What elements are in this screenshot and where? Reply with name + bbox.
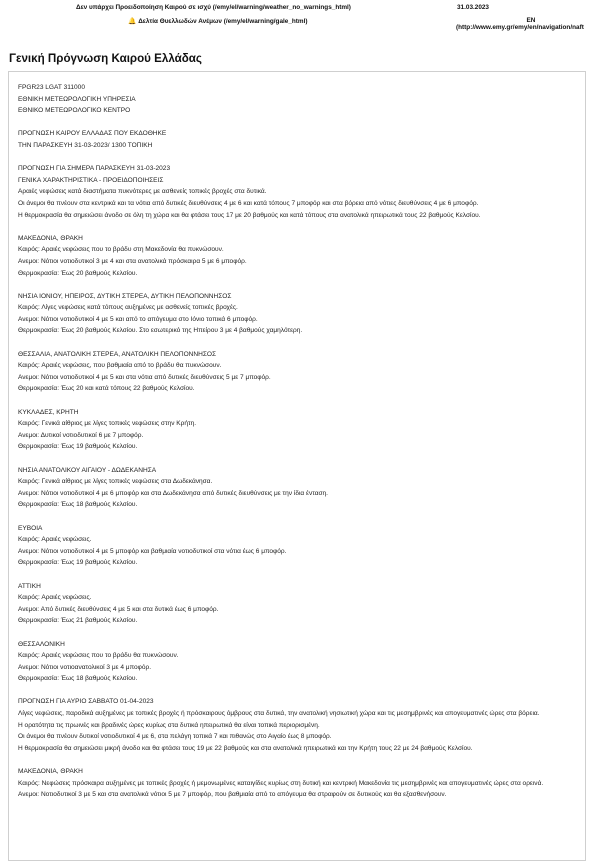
blank-line bbox=[18, 279, 585, 291]
blank-line bbox=[18, 569, 585, 581]
bulletin-line: ΝΗΣΙΑ ΙΟΝΙΟΥ, ΗΠΕΙΡΟΣ, ΔΥΤΙΚΗ ΣΤΕΡΕΑ, ΔΥΤΙΚΗ ΠΕΛΟΠΟΝΝΗΣΟΣ bbox=[18, 292, 232, 300]
bulletin-line: ΠΡΟΓΝΩΣΗ ΚΑΙΡΟΥ ΕΛΛΑΔΑΣ ΠΟΥ ΕΚΔΟΘΗΚΕ bbox=[18, 130, 167, 138]
bulletin-line: Καιρός: Λίγες νεφώσεις κατά τόπους αυξημένες με ασθενείς τοπικές βροχές. bbox=[18, 304, 238, 312]
bell-icon: 🔔 bbox=[128, 18, 137, 25]
bulletin-line: Οι άνεμοι θα πνέουν δυτικοί νοτιοδυτικοί 4 με 6, στα πελάγη τοπικά 7 και πιθανώς στο Αιγαίο έως 8 μποφόρ. bbox=[18, 733, 332, 741]
bulletin-line: Καιρός: Αραιές νεφώσεις που το βράδυ θα πυκνώσουν. bbox=[18, 652, 179, 660]
bulletin-line: ΘΕΣΣΑΛΟΝΙΚΗ bbox=[18, 640, 65, 648]
language-code: EN bbox=[526, 17, 536, 24]
bulletin-line: Λίγες νεφώσεις, παροδικά αυξημένες με τοπικές βροχές ή πρόσκαιρους όμβρους στα δυτικά, την ανατολική νησιωτική χώρα και τις μεσημβρινές και απογευματινές ώρες στα βόρεια. bbox=[18, 710, 540, 718]
blank-line bbox=[18, 511, 585, 523]
gale-bulletins-link[interactable] bbox=[128, 17, 308, 25]
bulletin-line: Η θερμοκρασία θα σημειώσει άνοδο σε όλη τη χώρα και θα φτάσει τους 17 με 20 βαθμούς και κατά τόπους στα ανατολικά ηπειρωτικά τους 22 βαθμούς Κελσίου. bbox=[18, 211, 481, 219]
bulletin-line: Καιρός: Νεφώσεις πρόσκαιρα αυξημένες με τοπικές βροχές ή μεμονωμένες καταιγίδες κυρίως στη δυτική και κεντρική Μακεδονία τις μεσημβρινές και απογευματινές ώρες στα ορεινά. bbox=[18, 779, 544, 787]
bulletin-line: ΕΘΝΙΚΗ ΜΕΤΕΩΡΟΛΟΓΙΚΗ ΥΠΗΡΕΣΙΑ bbox=[18, 95, 136, 103]
blank-line bbox=[18, 453, 585, 465]
bulletin-line: Θερμοκρασία: Έως 19 βαθμούς Κελσίου. bbox=[18, 443, 138, 451]
bulletin-line: Θερμοκρασία: Έως 21 βαθμούς Κελσίου. bbox=[18, 617, 138, 625]
bulletin-line: Καιρός: Γενικά αίθριος με λίγες τοπικές νεφώσεις στα Δωδεκάνησα. bbox=[18, 478, 213, 486]
blank-line bbox=[18, 395, 585, 407]
bulletin-line: Θερμοκρασία: Έως 20 και κατά τόπους 22 βαθμούς Κελσίου. bbox=[18, 385, 195, 393]
bulletin-line: ΘΕΣΣΑΛΙΑ, ΑΝΑΤΟΛΙΚΗ ΣΤΕΡΕΑ, ΑΝΑΤΟΛΙΚΗ ΠΕΛΟΠΟΝΝΗΣΟΣ bbox=[18, 350, 217, 358]
bulletin-line: Αραιές νεφώσεις κατά διαστήματα πυκνότερες με ασθενείς τοπικές βροχές στα δυτικά. bbox=[18, 188, 267, 196]
bulletin-line: ΤΗΝ ΠΑΡΑΣΚΕΥΗ 31-03-2023/ 1300 ΤΟΠΙΚΗ bbox=[18, 141, 153, 149]
bulletin-line: Ανεμοι: Νοτιοδυτικοί 3 με 5 και στα ανατολικά νότιοι 5 με 7 μποφόρ, που βαθμιαία από το απόγευμα θα στραφούν σε δυτικούς και θα εξασθενήσουν. bbox=[18, 791, 447, 799]
blank-line bbox=[18, 754, 585, 766]
bulletin-line: Ανεμοι: Δυτικοί νοτιοδυτικοί 6 με 7 μποφόρ. bbox=[18, 431, 144, 439]
forecast-text bbox=[9, 72, 585, 801]
bulletin-line: ΚΥΚΛΑΔΕΣ, ΚΡΗΤΗ bbox=[18, 408, 79, 416]
bulletin-line: ΠΡΟΓΝΩΣΗ ΓΙΑ ΣΗΜΕΡΑ ΠΑΡΑΣΚΕΥΗ 31-03-2023 bbox=[18, 165, 171, 173]
bulletin-line: Ανεμοι: Νότιοι νοτιοδυτικοί 3 με 4 και στα ανατολικά πρόσκαιρα 5 με 6 μποφόρ. bbox=[18, 257, 247, 265]
bulletin-line: Καιρός: Γενικά αίθριος με λίγες τοπικές νεφώσεις στην Κρήτη. bbox=[18, 420, 197, 428]
language-url: (http://www.emy.gr/emy/en/navigation/naft bbox=[456, 24, 584, 31]
bulletin-line: Η θερμοκρασία θα σημειώσει μικρή άνοδο και θα φτάσει τους 19 με 22 βαθμούς και στα ανατολικά ηπειρωτικά και την Κρήτη τους 22 με 24 βαθμούς Κελσίου. bbox=[18, 744, 473, 752]
bulletin-line: ΓΕΝΙΚΑ ΧΑΡΑΚΤΗΡΙΣΤΙΚΑ - ΠΡΟΕΙΔΟΠΟΙΗΣΕΙΣ bbox=[18, 176, 164, 184]
blank-line bbox=[18, 117, 585, 129]
bulletin-line: Ανεμοι: Νότιοι νοτιοδυτικοί 4 με 5 και από το απόγευμα στο Ιόνιο τοπικά 6 μποφόρ. bbox=[18, 315, 258, 323]
bulletin-line: ΑΤΤΙΚΗ bbox=[18, 582, 41, 590]
current-date: 31.03.2023 bbox=[457, 4, 489, 11]
page-title: Γενική Πρόγνωση Καιρού Ελλάδας bbox=[9, 52, 202, 65]
blank-line bbox=[18, 221, 585, 233]
bulletin-line: Η ορατότητα τις πρωινές και βραδινές ώρες κυρίως στα δυτικά ηπειρωτικά θα είναι τοπικά περιορισμένη. bbox=[18, 721, 320, 729]
blank-line bbox=[18, 152, 585, 164]
bulletin-line: ΠΡΟΓΝΩΣΗ ΓΙΑ ΑΥΡΙΟ ΣΑΒΒΑΤΟ 01-04-2023 bbox=[18, 698, 154, 706]
bulletin-line: Θερμοκρασία: Έως 18 βαθμούς Κελσίου. bbox=[18, 675, 138, 683]
bulletin-line: ΜΑΚΕΔΟΝΙΑ, ΘΡΑΚΗ bbox=[18, 234, 83, 242]
bulletin-line: Ανεμοι: Νότιοι νοτιοδυτικοί 4 με 6 μποφόρ και στα Δωδεκάνησα από δυτικές διευθύνσεις με την ίδια ένταση. bbox=[18, 489, 328, 497]
bulletin-line: Ανεμοι: Νότιοι νοτιοδυτικοί 4 με 5 μποφόρ και βαθμιαία νοτιοδυτικοί στα νότια έως 6 μποφόρ. bbox=[18, 547, 287, 555]
english-language-link[interactable] bbox=[456, 17, 595, 31]
gale-bulletins-label: Δελτία Θυελλωδών Ανέμων (/emy/el/warning/gale_html) bbox=[138, 18, 308, 25]
bulletin-line: Θερμοκρασία: Έως 18 βαθμούς Κελσίου. bbox=[18, 501, 138, 509]
blank-line bbox=[18, 627, 585, 639]
bulletin-line: Ανεμοι: Από δυτικές διευθύνσεις 4 με 5 και στα δυτικά έως 6 μποφόρ. bbox=[18, 605, 219, 613]
bulletin-line: Καιρός: Αραιές νεφώσεις. bbox=[18, 536, 92, 544]
bulletin-line: Θερμοκρασία: Έως 20 βαθμούς Κελσίου. bbox=[18, 269, 138, 277]
bulletin-line: Θερμοκρασία: Έως 19 βαθμούς Κελσίου. bbox=[18, 559, 138, 567]
bulletin-line: ΜΑΚΕΔΟΝΙΑ, ΘΡΑΚΗ bbox=[18, 768, 83, 776]
blank-line bbox=[18, 685, 585, 697]
bulletin-line: ΝΗΣΙΑ ΑΝΑΤΟΛΙΚΟΥ ΑΙΓΑΙΟΥ - ΔΩΔΕΚΑΝΗΣΑ bbox=[18, 466, 157, 474]
bulletin-line: Οι άνεμοι θα πνέουν στα κεντρικά και τα νότια από δυτικές διευθύνσεις 4 με 6 και κατά τόπους 7 μποφόρ και στα βόρεια από νότιες διευθύνσεις 4 με 6 μποφόρ. bbox=[18, 199, 479, 207]
blank-line bbox=[18, 337, 585, 349]
bulletin-line: Ανεμοι: Νότιοι νοτιοανατολικοί 3 με 4 μποφόρ. bbox=[18, 663, 152, 671]
bulletin-line: ΕΘΝΙΚΟ ΜΕΤΕΩΡΟΛΟΓΙΚΟ ΚΕΝΤΡΟ bbox=[18, 107, 131, 115]
top-bar bbox=[0, 0, 595, 38]
bulletin-line: Καιρός: Αραιές νεφώσεις, που βαθμιαία από το βράδυ θα πυκνώσουν. bbox=[18, 362, 222, 370]
bulletin-line: Ανεμοι: Νότιοι νοτιοδυτικοί 4 με 5 και στα νότια από δυτικές διευθύνσεις 5 με 7 μποφόρ. bbox=[18, 373, 271, 381]
forecast-bulletin bbox=[8, 71, 586, 861]
bulletin-line: Καιρός: Αραιές νεφώσεις. bbox=[18, 594, 92, 602]
bulletin-line: Θερμοκρασία: Έως 20 βαθμούς Κελσίου. Στο εσωτερικό της Ηπείρου 3 με 4 βαθμούς χαμηλότερη. bbox=[18, 327, 303, 335]
no-warnings-link[interactable]: Δεν υπάρχει Προειδοποίηση Καιρού σε ισχύ (/emy/el/warning/weather_no_warnings_html) bbox=[76, 4, 351, 11]
bulletin-line: Καιρός: Αραιές νεφώσεις που το βράδυ στη Μακεδονία θα πυκνώσουν. bbox=[18, 246, 224, 254]
bulletin-line: ΕΥΒΟΙΑ bbox=[18, 524, 43, 532]
bulletin-line: FPGR23 LGAT 311000 bbox=[18, 84, 85, 91]
